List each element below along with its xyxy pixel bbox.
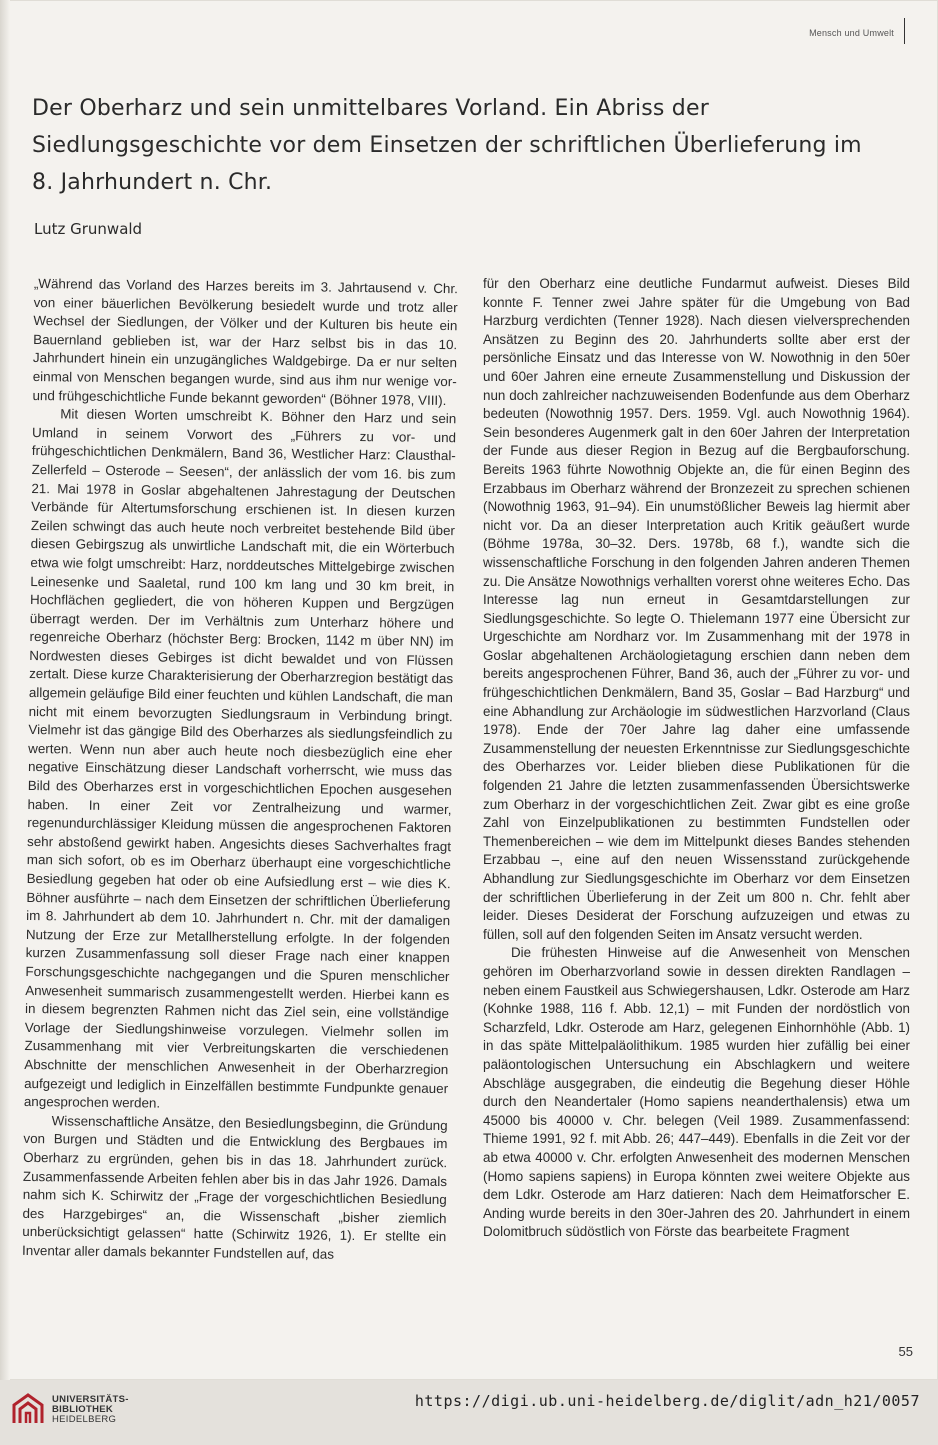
library-logo-text[interactable]: [52, 1395, 129, 1425]
library-logo-icon: [10, 1391, 46, 1427]
paragraph: Mit diesen Worten umschreibt K. Böhner den Harz und sein Umland in seinem Vorwort des „Führers zu vor- und frühgeschichtlichen Denkmälern, Band 36, Westlicher Harz: Clausthal-Zellerfeld – Osterode – Seesen“, der anlässlich der vom 16. bis zum 21. Mai 1978 in Goslar abgehaltenen Jahrestagung der Deutschen Verbände für Altertumsforschung erschienen ist. In diesen kurzen Zeilen schwingt das auch heute noch verbreitet bestehende Bild über diesen Gebirgszug als unwirtliche Landschaft mit, die ein Wörterbuch etwa wie folgt umschreibt: Harz, norddeutsches Mittelgebirge zwischen Leinesenke und Saaletal, rund 100 km lang und 30 km breit, in Hochflächen gegliedert, die von höheren Kuppen und Bergzügen überragt werden. Der im Verhältnis zum Unterharz höhere und regenreiche Oberharz (höchster Berg: Brocken, 1142 m über NN) im Nordwesten dieses Gebirges ist dicht bewaldet und von Flüssen zertalt. Diese kurze Charakterisierung der Oberharzregion bestätigt das allgemein geläufige Bild einer feuchten und kühlen Landschaft, die man nicht mit einem bevorzugten Siedlungsraum in Verbindung bringt. Vielmehr ist das gängige Bild des Oberharzes als siedlungsfeindlich zu werten. Wenn nun aber auch heute noch diesbezüglich eine eher negative Einschätzung dieser Landschaft vorherrscht, wie muss das Bild des Oberharzes erst in vorgeschichtlichen Epochen ausgesehen haben. In einer Zeit vor Zentralheizung und warmer, regenundurchlässiger Kleidung müssen die angesprochenen Faktoren sehr abstoßend gewirkt haben. Angesichts dieses Sachverhaltes fragt man sich sofort, ob es im Oberharz überhaupt eine vorgeschichtliche Besiedlung gegeben hat oder ob eine Aufsiedlung erst – wie dies K. Böhner ausführte – nach dem Einsetzen der schriftlichen Überlieferung im 8. Jahrhundert ab dem 10. Jahrhundert n. Chr. mit der damaligen Nutzung der Erze zur Metallherstellung erfolgte. In der folgenden kurzen Zusammenfassung soll dieser Frage nach einer knappen Forschungsgeschichte nachgegangen und die Spuren menschlicher Anwesenheit summarisch zusammengestellt werden. Hierbei kann es in diesem begrenzten Rahmen nicht das Ziel sein, eine vollständige Vorlage der Siedlungshinweise vorzulegen. Vielmehr sollen im Zusammenhang mit vier Verbreitungskarten die verschiedenen Abschnitte der menschlichen Anwesenheit in der Oberharzregion aufgezeigt und lediglich in Einzelfällen bestimmte Fundpunkte genauer angesprochen werden.: [23, 406, 457, 1111]
article-title: Der Oberharz und sein unmittelbares Vorland. Ein Abriss der Siedlungsgeschichte vor dem Einsetzen der schriftlichen Überlieferung im 8. Jahrhundert n. Chr.: [32, 96, 862, 195]
paragraph: Die frühesten Hinweise auf die Anwesenheit von Menschen gehören im Oberharzvorland sowie in dessen direkten Randlagen – neben einem Faustkeil aus Schwiegershausen, Ldkr. Osterode am Harz (Kohnke 1988, 116 f. Abb. 12,1) – mit Funden der nordöstlich von Scharzfeld, Ldkr. Osterode am Harz, gelegenen Einhornhöhle (Abb. 1) in das späte Mittelpaläolithikum. 1985 wurden hier zufällig bei einer paläontologischen Untersuchung ein Abschlagkern und weitere Abschläge ausgegraben, die eindeutig die Begehung dieser Höhle durch den Neandertaler (Homo sapiens neanderthalensis) etwa um 45000 bis 40000 v. Chr. belegen (Veil 1989. Zusammenfassend: Thieme 1991, 92 f. mit Abb. 26; 447–449). Ebenfalls in die Zeit vor der ab etwa 40000 v. Chr. erfolgten Anwesenheit des modernen Menschen (Homo sapiens sapiens) in Europa könnten zwei weitere Objekte aus dem Ldkr. Osterode am Harz datieren: Nach dem Heimatforscher E. Anding wurde bereits in den 30er-Jahren des 20. Jahrhundert in einem Dolomitbruch südöstlich von Förste das bearbeitete Fragment: [483, 945, 910, 1240]
page-edge: [0, 0, 10, 1380]
page-number: 55: [898, 1344, 913, 1359]
logo-line: HEIDELBERG: [52, 1414, 117, 1425]
article-author: Lutz Grunwald: [34, 220, 143, 238]
viewer-footer: [0, 1380, 938, 1445]
right-column: [483, 275, 910, 1242]
running-head-rule: [904, 18, 905, 44]
permalink-url[interactable]: https://digi.ub.uni-heidelberg.de/diglit/adn_h21/0057: [414, 1392, 920, 1410]
left-column: [22, 275, 458, 1266]
logo-line: UNIVERSITÄTS-: [52, 1394, 129, 1405]
paragraph: für den Oberharz eine deutliche Fundarmut aufweist. Dieses Bild konnte F. Tenner zwei Jahre später für die Umgebung von Bad Harzburg verdichten (Tenner 1928). Nach diesen vielversprechenden Ansätzen zu Beginn des 20. Jahrhunderts sollte aber erst der persönliche Einsatz und das Interesse von W. Nowothnig in den 50er und 60er Jahren eine erneute Zusammenstellung und Diskussion der nun doch zahlreicher nachzuweisenden Bodenfunde aus dem Oberharz bedeuten (Nowothnig 1957. Ders. 1959. Vgl. auch Nowothnig 1964). Sein besonderes Augenmerk galt in den 60er Jahren der Interpretation der Funde aus dieser Region in Bezug auf die Bergbauforschung. Bereits 1963 führte Nowothnig Objekte an, die für einen Beginn des Erzabbaus im Oberharz während der Bronzezeit zu sprechen schienen (Nowothnig 1963, 91–94). Ein unumstößlicher Beweis lag hiermit aber nicht vor. Da an dieser Interpretation auch Kritik geäußert wurde (Böhme 1978a, 30–32. Ders. 1978b, 68 f.), wandte sich die wissenschaftliche Forschung in den folgenden Jahren anderen Themen zu. Die Ansätze Nowothnigs verhallten vorerst ohne weiteres Echo. Das Interesse lag nun erneut in Gesamtdarstellungen zur Siedlungsgeschichte. So legte O. Thielemann 1977 eine Übersicht zur Urgeschichte am Nordharz vor. Im Zusammenhang mit der 1978 in Goslar abgehaltenen Archäologietagung erschien dann neben dem bereits angesprochenen Führer, Band 36, auch der „Führer zu vor- und frühgeschichtlichen Denkmälern, Band 35, Goslar – Bad Harzburg“ und eine Abhandlung zur Archäologie im südwestlichen Harzvorland (Claus 1978). Ende der 70er Jahre lag daher eine umfassende Zusammenstellung der neuesten Erkenntnisse zur Siedlungsgeschichte des Oberharzes vor. Leider blieben diese Publikationen für die folgenden 21 Jahre die letzten zusammenfassenden Übersichtswerke zum Oberharz in der vorgeschichtlichen Zeit. Zwar gibt es eine große Zahl von Einzelpublikationen zu bestimmten Fundstellen oder Themenbereichen – wie dem im Mittelpunkt dieses Bandes stehenden Erzabbau –, eine auf den neuen Wissensstand zurückgehende Abhandlung zur Siedlungsgeschichte im Oberharz vor dem Einsetzen der schriftlichen Überlieferung in der Zeit um 800 n. Chr. fehlt aber leider. Dieses Desiderat der Forschung aufzuzeigen und etwas zu füllen, soll auf den folgenden Seiten im Ansatz versucht werden.: [483, 276, 910, 942]
running-head: Mensch und Umwelt: [809, 28, 894, 38]
paragraph: „Während das Vorland des Harzes bereits im 3. Jahrtausend v. Chr. von einer bäuerlichen Bevölkerung besiedelt wurde und trotz aller Wechsel der Siedlungen, der Völker und der Kulturen bis heute ein Bauernland geblieben ist, war der Harz selbst bis in das 10. Jahrhundert hinein ein unzugängliches Waldgebirge. Da er nur selten einmal von Menschen begangen wurde, sind aus ihm nur wenige vor- und frühgeschichtliche Funde bekannt geworden“ (Böhner 1978, VIII).: [32, 275, 458, 408]
paragraph: Wissenschaftliche Ansätze, den Besiedlungsbeginn, die Gründung von Burgen und Städten und die Entwicklung des Bergbaues im Oberharz zu ergründen, gehen bis in das 18. Jahrhundert zurück. Zusammenfassende Arbeiten fehlen aber bis in das Jahr 1926. Damals nahm sich K. Schirwitz der „Frage der vorgeschichtlichen Besiedlung des Harzgebirges“ an, die Wissenschaft „bisher ziemlich unberücksichtigt gelassen“ hatte (Schirwitz 1926, 1). Er stellte ein Inventar aller damals bekannter Fundstellen auf, das: [21, 1112, 448, 1262]
logo-line: BIBLIOTHEK: [52, 1404, 114, 1415]
